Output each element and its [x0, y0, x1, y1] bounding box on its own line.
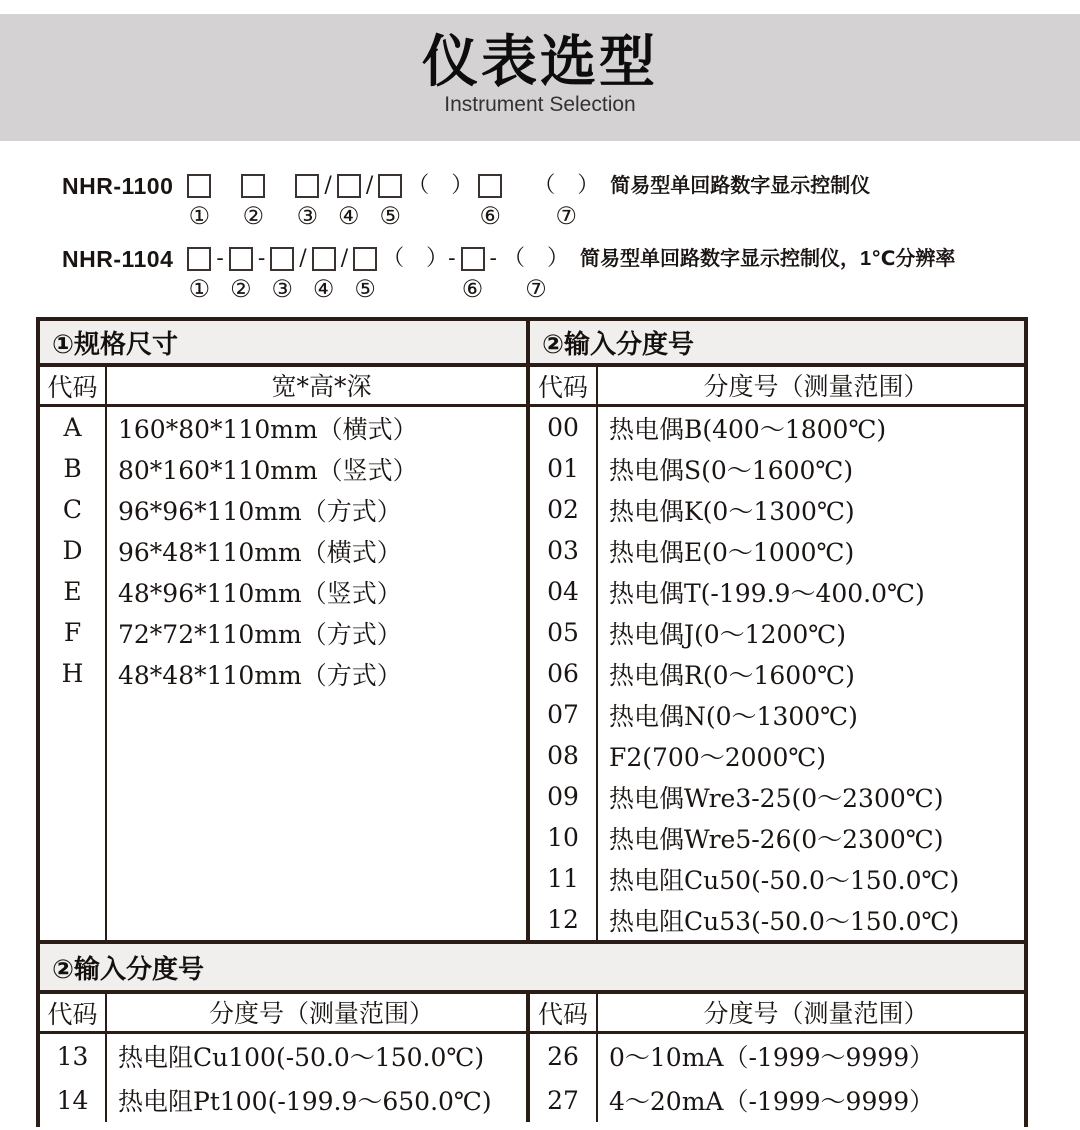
- table-body: [40, 407, 1024, 940]
- code-cell: D: [62, 536, 83, 565]
- column-header-code: 代码: [530, 994, 598, 1031]
- page-title: 仪表选型: [422, 30, 658, 93]
- code-slot: [378, 171, 402, 231]
- separator: -: [257, 246, 266, 271]
- model-code-line: [62, 244, 1080, 304]
- position-number: ④: [312, 275, 335, 303]
- code-cell: 26: [547, 1041, 579, 1071]
- value-column: [107, 407, 526, 940]
- left-half-body: [40, 407, 530, 940]
- column-header-row: [40, 994, 1024, 1034]
- position-number: ④: [338, 202, 360, 230]
- value-cell: 96*48*110mm（横式）: [118, 537, 402, 567]
- value-cell: 热电偶T(-199.9～400.0℃): [609, 578, 925, 608]
- position-number: ⑥: [461, 275, 484, 303]
- position-number: ②: [230, 275, 252, 303]
- position-number: ⑤: [379, 202, 401, 230]
- code-cell: 02: [547, 495, 579, 524]
- model-name: NHR-1104: [62, 246, 174, 272]
- value-cell: 热电偶B(400～1800℃): [609, 414, 887, 444]
- value-cell: 热电阻Cu100(-50.0～150.0℃): [118, 1043, 485, 1072]
- code-cell: 14: [56, 1085, 89, 1115]
- right-half-body: [530, 1034, 1024, 1122]
- value-cell: 热电偶E(0～1000℃): [609, 537, 855, 567]
- code-cell: 00: [547, 413, 579, 442]
- code-slot: [229, 244, 253, 304]
- separator: /: [299, 246, 307, 271]
- value-cell: 热电偶Wre3-25(0～2300℃): [609, 783, 944, 813]
- section2-header-band: [36, 944, 1028, 994]
- value-cell: 热电偶Wre5-26(0～2300℃): [609, 824, 944, 854]
- code-column: [40, 407, 107, 940]
- code-cell: B: [63, 454, 82, 483]
- position-number: ③: [296, 202, 319, 230]
- code-column: [530, 407, 598, 940]
- position-number: ⑥: [479, 202, 501, 230]
- code-box: [312, 247, 336, 271]
- position-number: ③: [271, 275, 294, 303]
- column-header-row: [40, 367, 1024, 407]
- code-cell: E: [63, 577, 82, 606]
- code-slot: [187, 244, 211, 304]
- spacer: [269, 171, 291, 231]
- separator: （ ）: [407, 173, 474, 198]
- value-column: [598, 407, 1024, 940]
- code-cell: 12: [547, 905, 579, 934]
- code-slot: [353, 244, 377, 304]
- position-number: ⑦: [555, 202, 578, 230]
- position-number: ①: [188, 202, 211, 230]
- code-box: [461, 247, 485, 271]
- section-header-row: [40, 321, 1024, 367]
- value-cell: 96*96*110mm（方式）: [118, 496, 402, 526]
- code-cell: 06: [547, 659, 579, 688]
- section-title-input-graduation: ②输入分度号: [542, 328, 695, 359]
- page-subtitle: Instrument Selection: [444, 93, 636, 116]
- column-header-code: 代码: [40, 367, 107, 404]
- code-box: [378, 174, 402, 198]
- code-box: [270, 247, 294, 271]
- code-cell: 13: [56, 1041, 89, 1071]
- code-cell: F: [63, 618, 82, 647]
- code-cell: 11: [547, 864, 579, 893]
- position-number: ①: [188, 275, 211, 303]
- spacer: [215, 171, 237, 231]
- value-cell: 48*48*110mm（方式）: [118, 660, 402, 690]
- code-box: [478, 174, 502, 198]
- code-cell: A: [63, 413, 82, 442]
- value-cell: 热电偶J(0～1200℃): [609, 619, 847, 649]
- code-cell: 03: [547, 536, 579, 565]
- code-slot: [270, 244, 294, 304]
- code-cell: 27: [547, 1085, 579, 1115]
- value-column: [107, 1034, 526, 1122]
- separator: /: [340, 246, 349, 271]
- code-column: [530, 1034, 598, 1122]
- value-cell: 热电偶K(0～1300℃): [609, 496, 855, 526]
- code-slot: [241, 171, 265, 231]
- position-number: ⑤: [354, 275, 376, 303]
- code-cell: C: [62, 495, 83, 524]
- column-header-graduation: 分度号（测量范围）: [703, 372, 929, 401]
- selection-table-bottom: [36, 994, 1028, 1127]
- value-cell: 80*160*110mm（竖式）: [118, 455, 418, 485]
- model-code-line: [62, 171, 1080, 231]
- separator: （ ） ⑦: [533, 173, 600, 230]
- value-cell: 热电偶S(0～1600℃): [609, 455, 854, 485]
- code-box: [353, 247, 377, 271]
- value-cell: 48*96*110mm（竖式）: [118, 578, 402, 608]
- right-half-body: [530, 407, 1024, 940]
- code-cell: H: [61, 659, 84, 688]
- right-half-header: [530, 994, 1024, 1031]
- section-title-dimensions: ①规格尺寸: [40, 321, 530, 363]
- code-cell: 09: [547, 782, 579, 811]
- model-description: 简易型单回路数字显示控制仪，1℃分辨率: [580, 248, 956, 270]
- separator: -: [489, 246, 497, 271]
- value-cell: 0～10mA（-1999～9999）: [609, 1043, 935, 1072]
- code-box: [241, 174, 265, 198]
- code-slot: [187, 171, 211, 231]
- code-cell: 08: [547, 741, 579, 770]
- value-cell: 热电阻Cu50(-50.0～150.0℃): [609, 865, 960, 895]
- code-slot: [312, 244, 336, 304]
- code-cell: 04: [547, 577, 579, 606]
- spacer: [506, 171, 528, 231]
- code-cell: 05: [547, 618, 579, 647]
- value-cell: 热电偶R(0～1600℃): [609, 660, 855, 690]
- left-half-body: [40, 1034, 530, 1122]
- value-cell: 热电偶N(0～1300℃): [609, 701, 858, 731]
- code-cell: 01: [547, 454, 579, 483]
- model-name: NHR-1100: [62, 173, 174, 199]
- left-half-header: [40, 367, 530, 404]
- code-box: [337, 174, 361, 198]
- column-header-code: 代码: [530, 367, 598, 404]
- column-header-graduation: 分度号（测量范围）: [208, 999, 434, 1028]
- value-cell: 72*72*110mm（方式）: [118, 619, 402, 649]
- column-header-code: 代码: [40, 994, 107, 1031]
- code-slot: [337, 171, 361, 231]
- left-half-header: [40, 994, 530, 1031]
- separator: -: [216, 246, 224, 271]
- code-box: [187, 174, 211, 198]
- position-number: ⑦: [525, 275, 547, 303]
- right-half-header: [530, 367, 1024, 404]
- code-slot: [461, 244, 485, 304]
- code-column: [40, 1034, 107, 1122]
- separator: （ ） ⑦: [502, 246, 569, 303]
- code-box: [229, 247, 253, 271]
- model-ordering-codes: [0, 171, 1080, 304]
- code-slot: [295, 171, 319, 231]
- value-cell: F2(700～2000℃): [609, 742, 827, 772]
- separator: /: [365, 173, 374, 198]
- code-cell: 10: [547, 823, 579, 852]
- model-description: 简易型单回路数字显示控制仪: [610, 175, 871, 197]
- table-body: [40, 1034, 1024, 1122]
- column-header-graduation: 分度号（测量范围）: [703, 999, 929, 1028]
- code-box: [295, 174, 319, 198]
- section-title-input-graduation-2: ②输入分度号: [52, 953, 205, 984]
- column-header-size: 宽*高*深: [271, 372, 372, 401]
- value-cell: 热电阻Pt100(-199.9～650.0℃): [118, 1087, 492, 1116]
- selection-table-top: [36, 317, 1028, 944]
- value-cell: 160*80*110mm（横式）: [118, 414, 418, 444]
- title-banner: [0, 14, 1080, 141]
- value-column: [598, 1034, 1024, 1122]
- code-slot: [478, 171, 502, 231]
- value-cell: 4～20mA（-1999～9999）: [609, 1087, 935, 1116]
- separator: （ ）-: [382, 246, 456, 271]
- value-cell: 热电阻Cu53(-50.0～150.0℃): [609, 906, 960, 936]
- separator: /: [324, 173, 332, 198]
- code-cell: 07: [547, 700, 579, 729]
- position-number: ②: [242, 202, 265, 230]
- code-box: [187, 247, 211, 271]
